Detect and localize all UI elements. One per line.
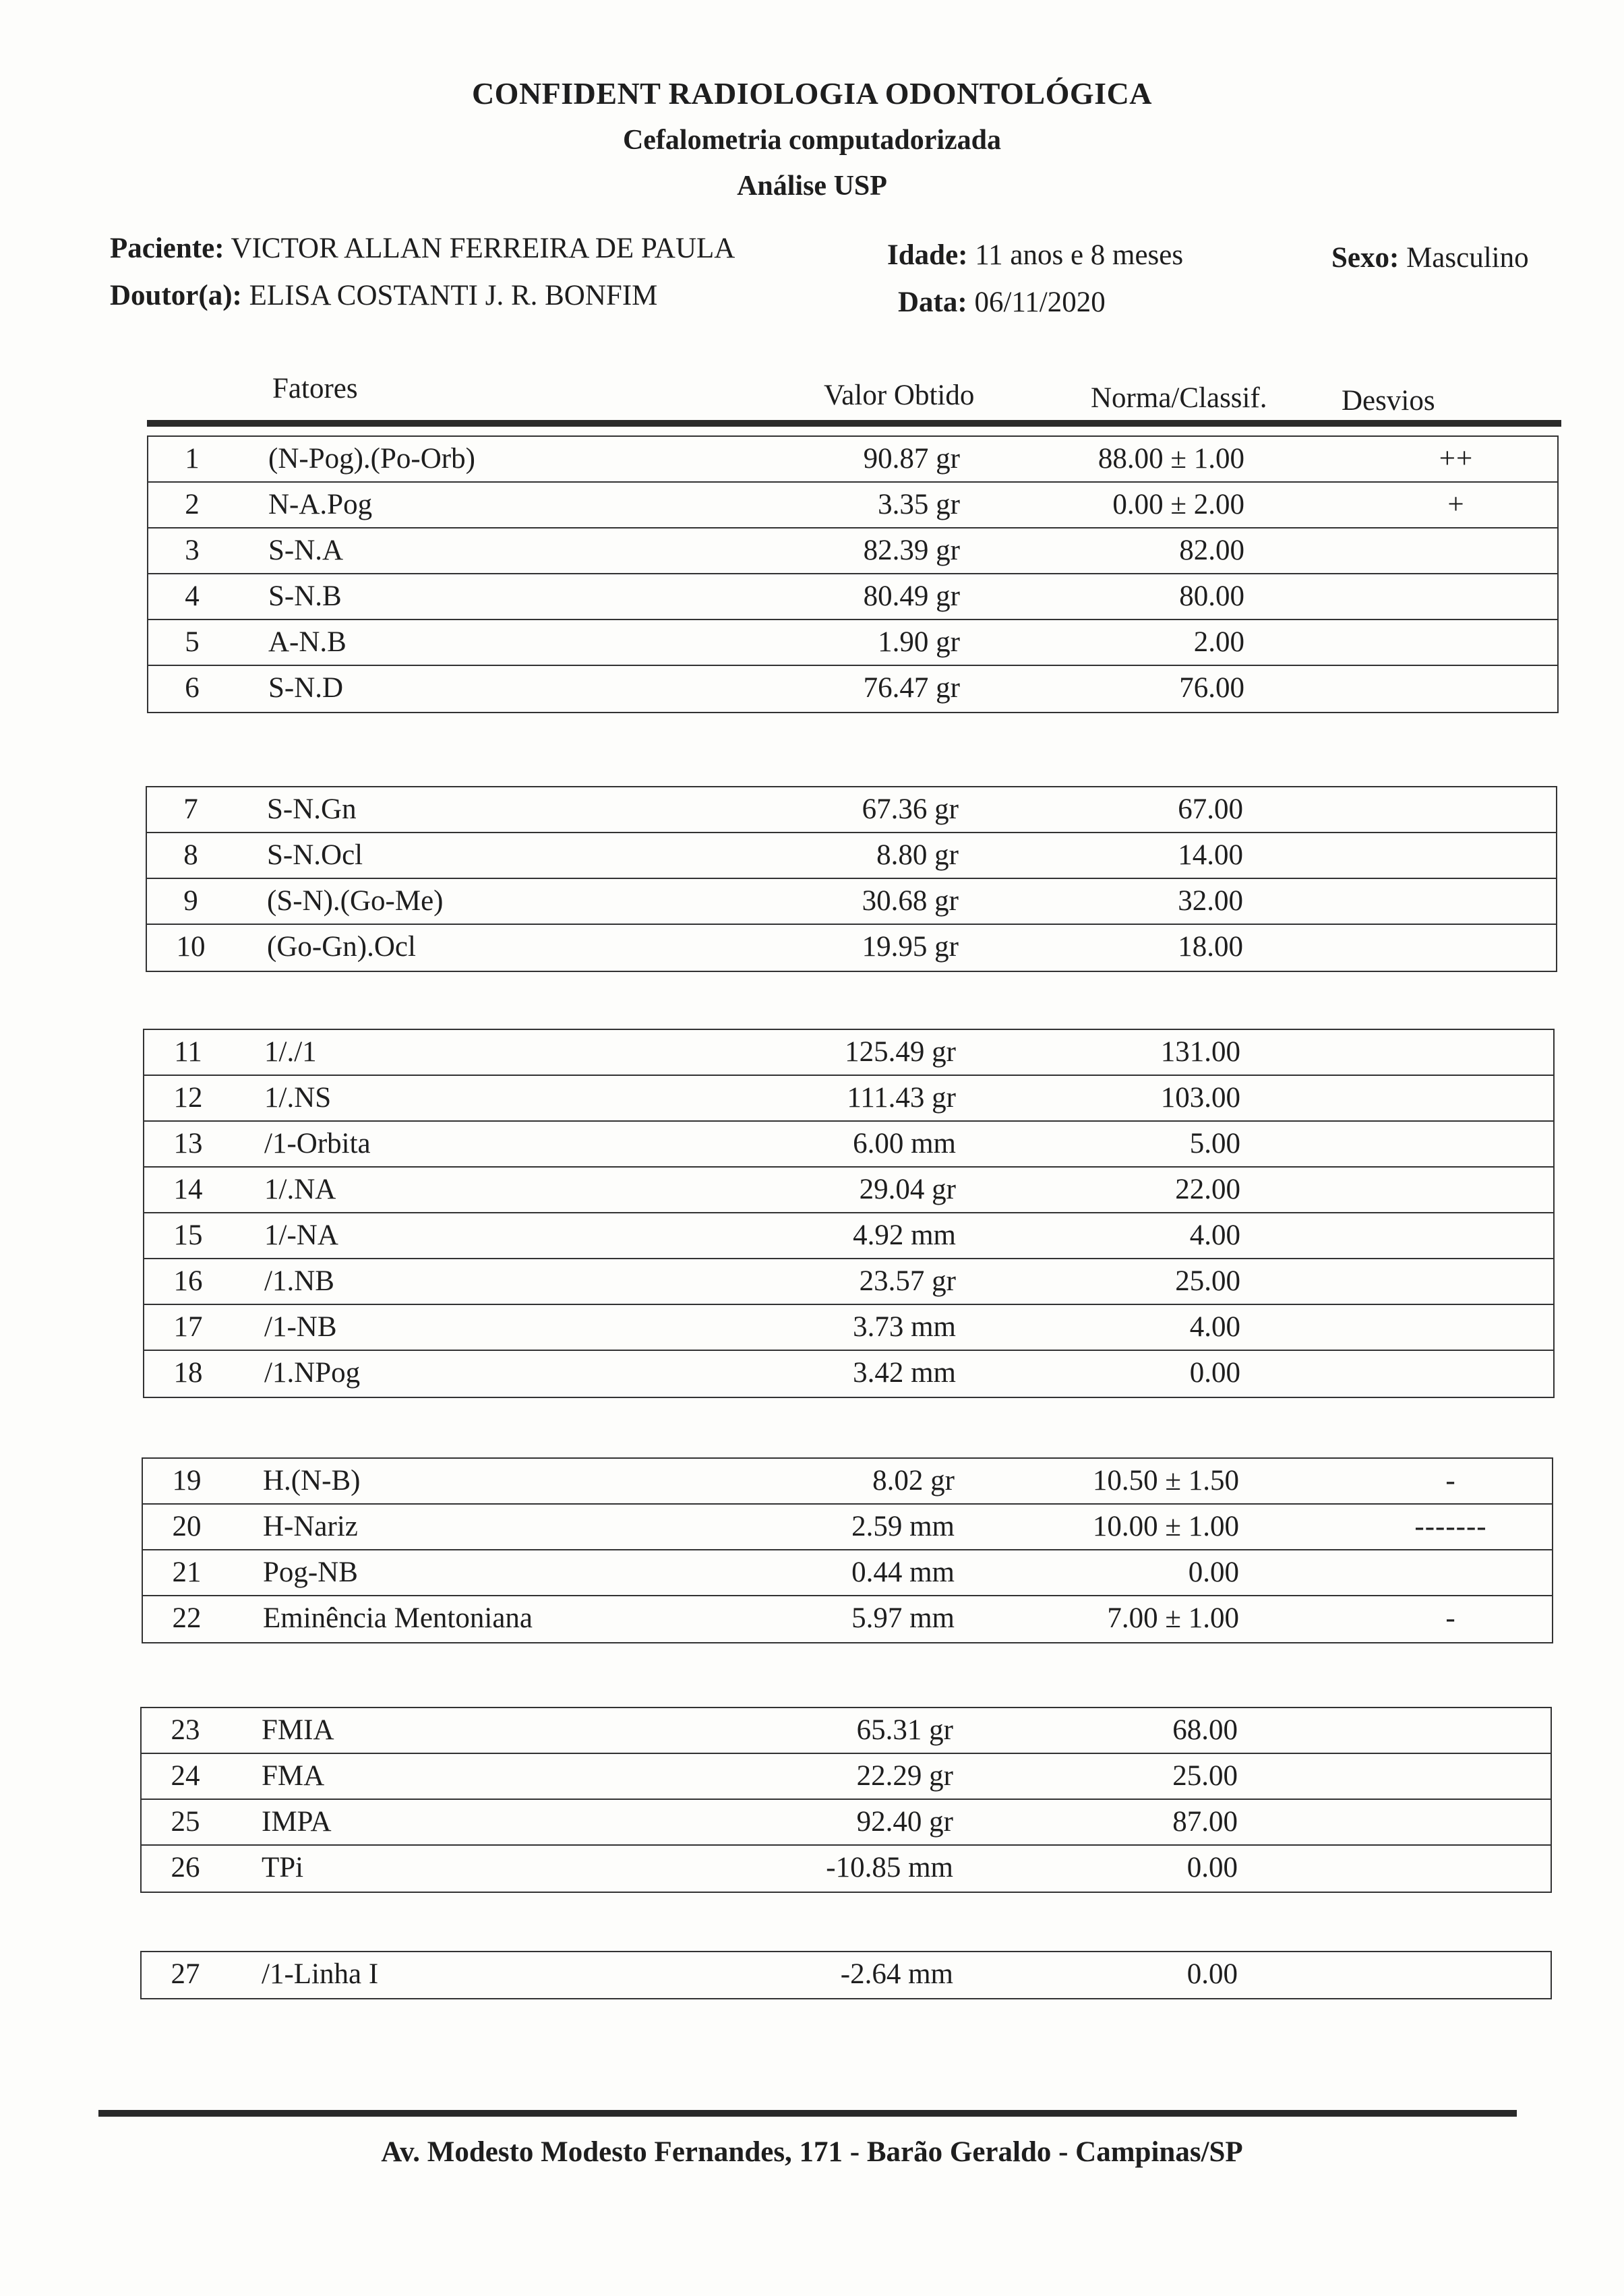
table-row (144, 1030, 1553, 1076)
table-row (143, 1596, 1552, 1642)
obtained-value: 80.49 gr (863, 580, 960, 612)
norm-value: 0.00 ± 2.00 (1112, 489, 1244, 520)
factor-name: FMA (262, 1760, 325, 1792)
norm-value: 76.00 (1179, 672, 1244, 704)
factor-group (143, 1029, 1555, 1398)
table-row (144, 1305, 1553, 1351)
factor-name: S-N.D (268, 672, 344, 704)
row-number: 10 (176, 931, 206, 963)
column-header-value: Valor Obtido (824, 380, 975, 411)
factor-name: H-Nariz (263, 1511, 358, 1542)
table-row (143, 1550, 1552, 1596)
age-value: 11 anos e 8 meses (975, 239, 1184, 271)
row-number: 6 (185, 672, 200, 704)
table-row (142, 1952, 1551, 1998)
norm-value: 4.00 (1189, 1311, 1240, 1343)
row-number: 5 (185, 626, 200, 658)
norm-value: 103.00 (1160, 1082, 1240, 1114)
row-number: 27 (171, 1958, 200, 1990)
footer-rule (98, 2110, 1517, 2117)
factor-group (140, 1707, 1552, 1893)
row-number: 8 (183, 839, 198, 871)
doctor-name: ELISA COSTANTI J. R. BONFIM (249, 280, 658, 311)
table-row (142, 1754, 1551, 1800)
table-row (144, 1259, 1553, 1305)
row-number: 13 (173, 1128, 203, 1159)
obtained-value: 23.57 gr (859, 1265, 956, 1297)
factor-name: /1-Orbita (264, 1128, 371, 1159)
row-number: 11 (174, 1036, 202, 1068)
obtained-value: 30.68 gr (862, 885, 959, 917)
table-row (148, 483, 1557, 528)
norm-value: 7.00 ± 1.00 (1107, 1602, 1239, 1634)
row-number: 21 (172, 1557, 202, 1588)
factor-name: (N-Pog).(Po-Orb) (268, 443, 475, 475)
sex-field (1331, 241, 1529, 274)
report-subtitle: Cefalometria computadorizada (622, 125, 1002, 156)
obtained-value: 29.04 gr (859, 1174, 956, 1205)
date-label: Data: (898, 286, 967, 318)
doctor-label: Doutor(a): (110, 280, 242, 311)
patient-field (110, 232, 735, 265)
norm-value: 0.00 (1189, 1357, 1240, 1389)
doctor-field (110, 279, 657, 312)
patient-label: Paciente: (110, 233, 224, 264)
factor-name: (Go-Gn).Ocl (267, 931, 416, 963)
factor-name: S-N.Ocl (267, 839, 363, 871)
clinic-name: CONFIDENT RADIOLOGIA ODONTOLÓGICA (471, 76, 1153, 111)
row-number: 18 (173, 1357, 203, 1389)
age-field (887, 239, 1183, 272)
row-number: 17 (173, 1311, 203, 1343)
norm-value: 14.00 (1178, 839, 1243, 871)
factor-name: IMPA (262, 1806, 332, 1838)
factor-name: N-A.Pog (268, 489, 373, 520)
norm-value: 88.00 ± 1.00 (1097, 443, 1244, 475)
factor-name: 1/.NS (264, 1082, 332, 1114)
sex-label: Sexo: (1331, 242, 1400, 274)
factor-group (147, 435, 1559, 713)
obtained-value: 92.40 gr (856, 1806, 953, 1838)
deviation-value: - (1445, 1602, 1456, 1634)
table-row (142, 1846, 1551, 1892)
obtained-value: 4.92 mm (853, 1219, 956, 1251)
factor-name: S-N.B (268, 580, 342, 612)
row-number: 4 (185, 580, 200, 612)
norm-value: 0.00 (1186, 1958, 1238, 1990)
obtained-value: 5.97 mm (851, 1602, 955, 1634)
row-number: 7 (183, 793, 198, 825)
table-row (144, 1168, 1553, 1213)
norm-value: 131.00 (1160, 1036, 1240, 1068)
factor-name: FMIA (262, 1714, 334, 1746)
deviation-value: ------- (1414, 1511, 1487, 1542)
age-label: Idade: (887, 239, 968, 271)
row-number: 1 (185, 443, 200, 475)
table-row (147, 925, 1556, 971)
obtained-value: 65.31 gr (856, 1714, 953, 1746)
row-number: 26 (171, 1852, 200, 1883)
factor-name: S-N.Gn (267, 793, 357, 825)
sex-value: Masculino (1406, 242, 1529, 274)
obtained-value: 82.39 gr (863, 535, 960, 566)
factor-name: H.(N-B) (263, 1465, 361, 1497)
patient-name: VICTOR ALLAN FERREIRA DE PAULA (231, 233, 735, 264)
column-header-deviation: Desvios (1342, 385, 1435, 417)
norm-value: 32.00 (1178, 885, 1243, 917)
factor-name: Eminência Mentoniana (263, 1602, 533, 1634)
row-number: 3 (185, 535, 200, 566)
row-number: 24 (171, 1760, 200, 1792)
table-row (143, 1505, 1552, 1550)
obtained-value: 19.95 gr (862, 931, 959, 963)
factor-name: Pog-NB (263, 1557, 358, 1588)
factor-name: 1/-NA (264, 1219, 338, 1251)
norm-value: 82.00 (1179, 535, 1244, 566)
table-row (144, 1122, 1553, 1168)
norm-value: 0.00 (1186, 1852, 1238, 1883)
obtained-value: 76.47 gr (863, 672, 960, 704)
obtained-value: 67.36 gr (862, 793, 959, 825)
obtained-value: 3.35 gr (878, 489, 960, 520)
column-header-norm: Norma/Classif. (1091, 382, 1267, 414)
norm-value: 25.00 (1175, 1265, 1240, 1297)
row-number: 12 (173, 1082, 203, 1114)
norm-value: 25.00 (1172, 1760, 1238, 1792)
table-row (147, 879, 1556, 925)
obtained-value: 111.43 gr (847, 1082, 956, 1114)
factor-group (142, 1457, 1553, 1643)
obtained-value: -2.64 mm (840, 1958, 953, 1990)
factor-name: 1/.NA (264, 1174, 336, 1205)
row-number: 15 (173, 1219, 203, 1251)
factor-name: TPi (262, 1852, 304, 1883)
table-row (144, 1351, 1553, 1397)
header-rule (147, 420, 1561, 427)
norm-value: 68.00 (1172, 1714, 1238, 1746)
table-row (148, 528, 1557, 574)
norm-value: 18.00 (1178, 931, 1243, 963)
obtained-value: 22.29 gr (856, 1760, 953, 1792)
obtained-value: 6.00 mm (853, 1128, 956, 1159)
norm-value: 10.50 ± 1.50 (1092, 1465, 1239, 1497)
factor-name: S-N.A (268, 535, 344, 566)
row-number: 2 (185, 489, 200, 520)
table-row (144, 1076, 1553, 1122)
row-number: 20 (172, 1511, 202, 1542)
obtained-value: 8.02 gr (872, 1465, 955, 1497)
obtained-value: -10.85 mm (826, 1852, 953, 1883)
analysis-name: Análise USP (737, 171, 887, 202)
obtained-value: 1.90 gr (878, 626, 960, 658)
norm-value: 80.00 (1179, 580, 1244, 612)
deviation-value: ++ (1439, 443, 1474, 475)
row-number: 14 (173, 1174, 203, 1205)
table-row (148, 437, 1557, 483)
norm-value: 0.00 (1188, 1557, 1239, 1588)
table-row (148, 574, 1557, 620)
factor-name: /1.NPog (264, 1357, 361, 1389)
table-row (144, 1213, 1553, 1259)
table-row (148, 666, 1557, 712)
table-row (147, 787, 1556, 833)
obtained-value: 0.44 mm (851, 1557, 955, 1588)
row-number: 16 (173, 1265, 203, 1297)
norm-value: 87.00 (1172, 1806, 1238, 1838)
deviation-value: + (1447, 489, 1465, 520)
table-row (148, 620, 1557, 666)
row-number: 23 (171, 1714, 200, 1746)
norm-value: 10.00 ± 1.00 (1092, 1511, 1239, 1542)
factor-name: /1.NB (264, 1265, 334, 1297)
norm-value: 5.00 (1189, 1128, 1240, 1159)
row-number: 19 (172, 1465, 202, 1497)
norm-value: 22.00 (1175, 1174, 1240, 1205)
norm-value: 4.00 (1189, 1219, 1240, 1251)
column-header-factors: Fatores (272, 373, 358, 404)
row-number: 9 (183, 885, 198, 917)
deviation-value: - (1445, 1465, 1456, 1497)
footer-address: Av. Modesto Modesto Fernandes, 171 - Barão Geraldo - Campinas/SP (381, 2136, 1243, 2168)
row-number: 25 (171, 1806, 200, 1838)
date-value: 06/11/2020 (974, 286, 1106, 318)
obtained-value: 2.59 mm (851, 1511, 955, 1542)
table-row (147, 833, 1556, 879)
table-row (142, 1708, 1551, 1754)
norm-value: 2.00 (1193, 626, 1244, 658)
obtained-value: 3.73 mm (853, 1311, 956, 1343)
date-field (898, 286, 1106, 319)
obtained-value: 90.87 gr (863, 443, 960, 475)
factor-name: 1/./1 (264, 1036, 317, 1068)
norm-value: 67.00 (1178, 793, 1243, 825)
factor-name: A-N.B (268, 626, 347, 658)
row-number: 22 (172, 1602, 202, 1634)
factor-name: (S-N).(Go-Me) (267, 885, 444, 917)
factor-group (146, 786, 1557, 972)
obtained-value: 3.42 mm (853, 1357, 956, 1389)
obtained-value: 125.49 gr (845, 1036, 956, 1068)
table-row (142, 1800, 1551, 1846)
factor-name: /1-NB (264, 1311, 337, 1343)
factor-name: /1-Linha I (262, 1958, 379, 1990)
obtained-value: 8.80 gr (876, 839, 959, 871)
factor-group (140, 1951, 1552, 1999)
table-row (143, 1459, 1552, 1505)
